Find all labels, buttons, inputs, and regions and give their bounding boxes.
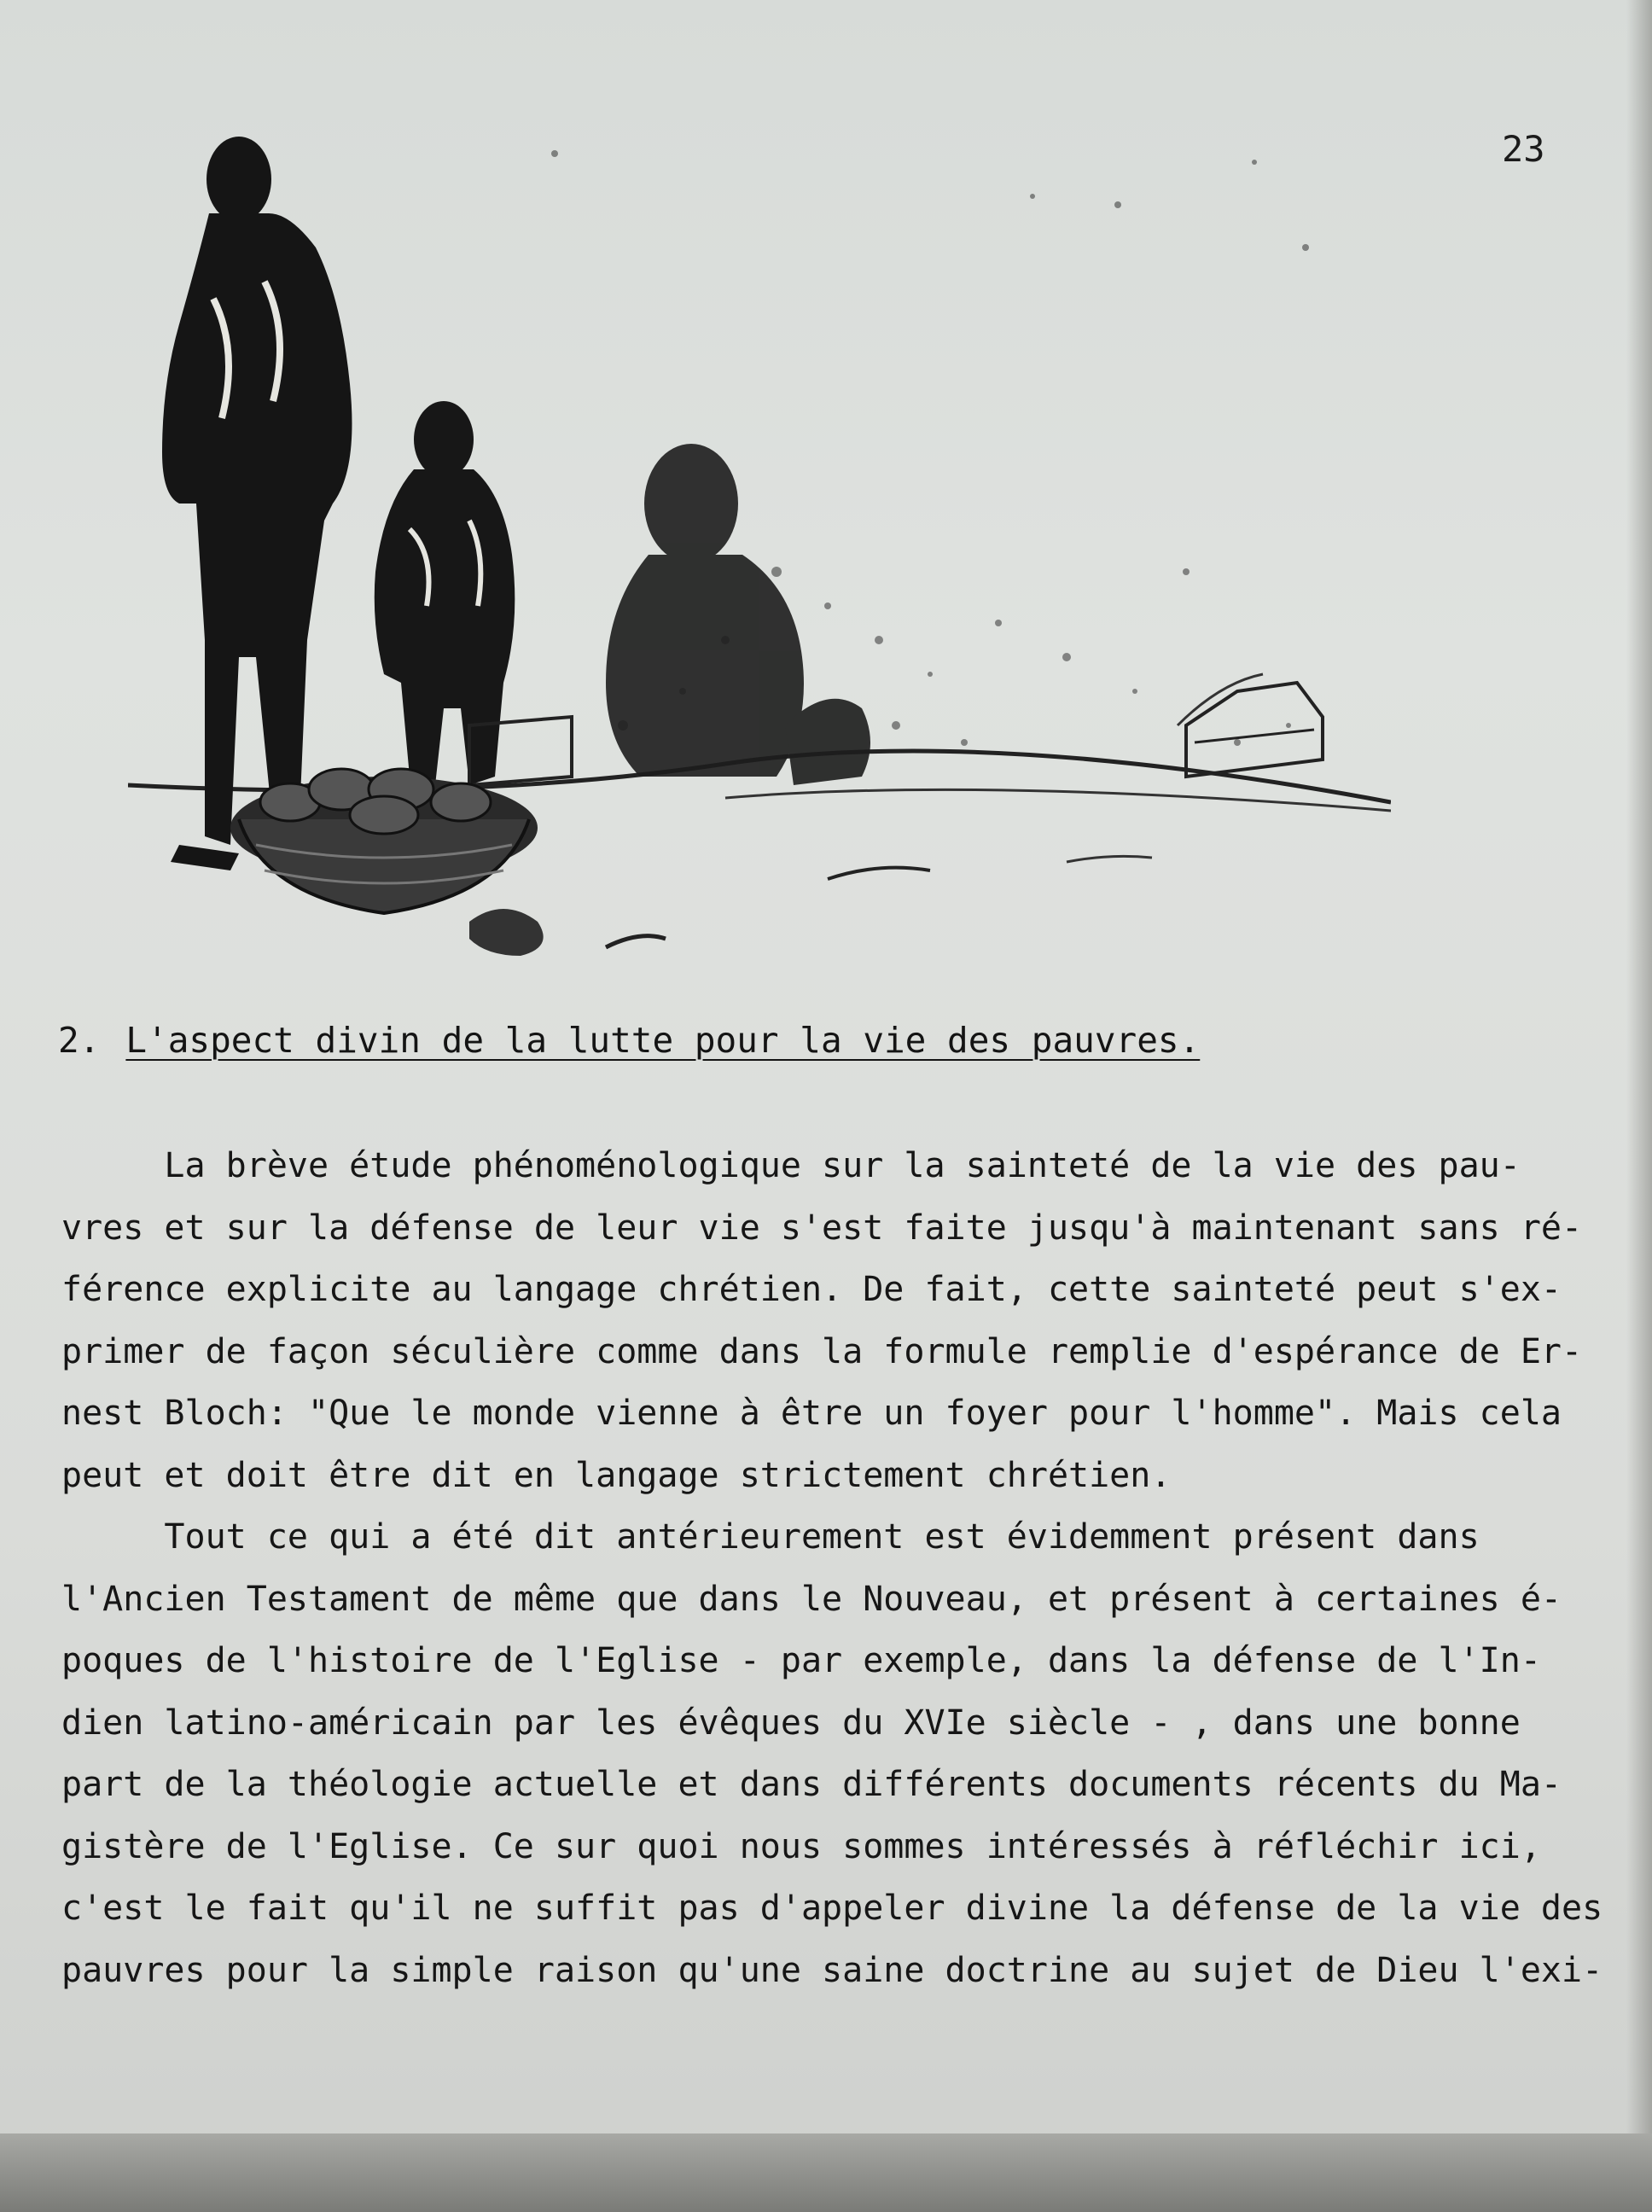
body-text (61, 1135, 1614, 2001)
text-line: peut et doit être dit en langage strictement chrétien. (61, 1455, 1172, 1495)
text-line: Tout ce qui a été dit antérieurement est évidemment présent dans (61, 1517, 1480, 1557)
text-line: c'est le fait qu'il ne suffit pas d'appeler divine la défense de la vie des (61, 1889, 1603, 1928)
page-number: 23 (1502, 128, 1545, 170)
text-line: pauvres pour la simple raison qu'une saine doctrine au sujet de Dieu l'exi- (61, 1950, 1603, 1990)
section-title: L'aspect divin de la lutte pour la vie des pauvres. (125, 1020, 1201, 1061)
text-line: La brève étude phénoménologique sur la sainteté de la vie des pau- (61, 1146, 1521, 1185)
text-line: nest Bloch: "Que le monde vienne à être un foyer pour l'homme". Mais cela (61, 1394, 1562, 1433)
page-edge-shadow (1626, 0, 1652, 2168)
text-line: dien latino-américain par les évêques du XVIe siècle - , dans une bonne (61, 1703, 1521, 1743)
illustration-icon (128, 128, 1391, 990)
text-line: poques de l'histoire de l'Eglise - par exemple, dans la défense de l'In- (61, 1641, 1541, 1680)
text-line: férence explicite au langage chrétien. De fait, cette sainteté peut s'ex- (61, 1270, 1562, 1309)
desk-surface (0, 2133, 1652, 2212)
text-line: vres et sur la défense de leur vie s'est faite jusqu'à maintenant sans ré- (61, 1208, 1583, 1248)
section-heading (58, 1020, 1200, 1061)
text-line: part de la théologie actuelle et dans différents documents récents du Ma- (61, 1765, 1562, 1804)
text-line: primer de façon séculière comme dans la formule remplie d'espérance de Er- (61, 1331, 1583, 1371)
text-line: gistère de l'Eglise. Ce sur quoi nous sommes intéressés à réfléchir ici, (61, 1826, 1541, 1866)
section-number: 2. (58, 1020, 101, 1061)
text-line: l'Ancien Testament de même que dans le Nouveau, et présent à certaines é- (61, 1579, 1562, 1619)
